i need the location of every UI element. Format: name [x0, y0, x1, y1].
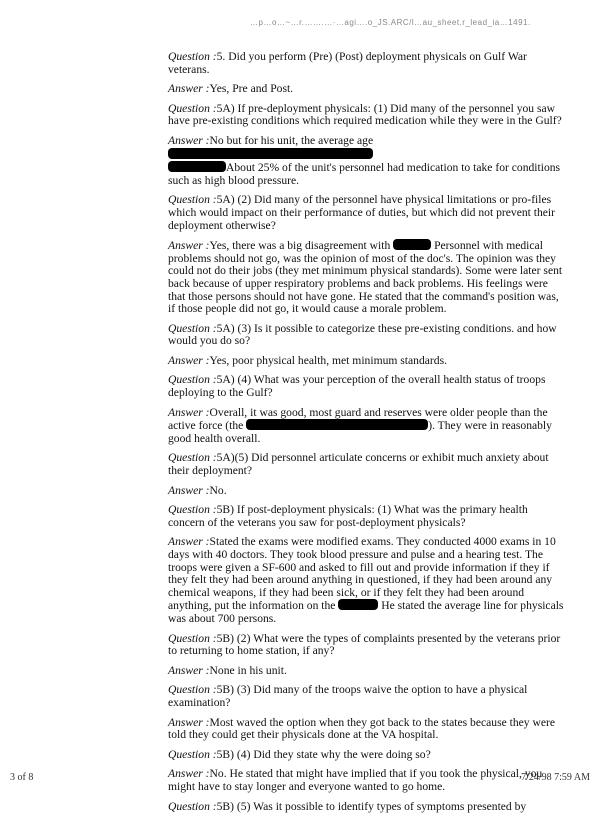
question-label: Question :	[168, 747, 217, 761]
answer-text: About 25% of the unit's personnel had medication to take for conditions such as high blood pressure.	[168, 161, 561, 187]
answer-label: Answer :	[168, 82, 210, 96]
question-text: 5. Did you perform (Pre) (Post) deployment physicals on Gulf War veterans.	[168, 50, 527, 76]
answer-5b3	[168, 717, 564, 742]
answer-text: Yes, there was a big disagreement with	[209, 239, 394, 253]
answer-5a1	[168, 135, 564, 187]
question-text: 5A) (3) Is it possible to categorize these pre-existing conditions. and how would you do so?	[168, 321, 557, 348]
answer-text: No. He stated that might have implied that if you took the physical, you might have to stay longer and everyone wanted to go home.	[168, 767, 543, 793]
answer-text: Most waved the option when they got back to the states because they were told they could get their physicals done at the VA hospital.	[168, 715, 556, 742]
answer-label: Answer :	[168, 715, 210, 729]
question-label: Question :	[168, 683, 217, 697]
question-text: 5A) (2) Did many of the personnel have physical limitations or pro-files which would impact on their performance of duties, but which did not prevent their deployment otherwise?	[168, 193, 555, 232]
answer-label: Answer :	[168, 663, 210, 677]
question-label: Question :	[168, 193, 217, 207]
answer-label: Answer :	[168, 405, 210, 419]
question-text: 5A) (4) What was your perception of the overall health status of troops deploying to the Gulf?	[168, 373, 546, 400]
answer-label: Answer :	[168, 133, 210, 147]
redaction-bar	[168, 148, 373, 159]
answer-5a2	[168, 239, 564, 316]
redaction-bar	[338, 599, 378, 610]
question-label: Question :	[168, 321, 217, 335]
answer-text: Yes, Pre and Post.	[209, 82, 294, 96]
question-5b5	[168, 801, 564, 814]
redaction-bar	[246, 419, 428, 430]
redaction-bar	[168, 161, 226, 172]
question-label: Question :	[168, 799, 217, 813]
answer-text: Overall, it was good, most guard and reserves were older people than the active force (the	[168, 405, 548, 433]
question-5a1	[168, 103, 564, 128]
question-5a3	[168, 323, 564, 348]
print-timestamp: 7/24/98 7:59 AM	[521, 772, 590, 783]
answer-5b1	[168, 536, 564, 625]
redaction-bar	[393, 239, 431, 250]
answer-text: Yes, poor physical health, met minimum standards.	[209, 353, 447, 367]
question-text: 5A) If pre-deployment physicals: (1) Did many of the personnel you saw have pre-existing conditions which required medication while they were in the Gulf?	[168, 101, 562, 128]
question-5a2	[168, 194, 564, 232]
question-5a4	[168, 374, 564, 399]
question-label: Question :	[168, 503, 217, 517]
question-label: Question :	[168, 101, 217, 115]
answer-label: Answer :	[168, 353, 210, 367]
question-5a5	[168, 452, 564, 477]
question-5b4	[168, 749, 564, 762]
answer-text: ). They were in reasonably good health overall.	[168, 419, 552, 445]
answer-label: Answer :	[168, 239, 210, 253]
answer-5	[168, 83, 564, 96]
page-number: 3 of 8	[10, 772, 34, 783]
answer-5a3	[168, 355, 564, 368]
answer-5b4	[168, 768, 564, 793]
answer-text: Personnel with medical problems should not go, was the opinion of most of the doc's. The opinion was they could not do their jobs (they met minimum physical standards). Some were later sent back because of upper respiratory problems and back problems. His feelings were that those persons should not have gone. He stated that the command's position was, if those people did not go, it would cause a morale problem.	[168, 239, 563, 316]
header-url: …p…o…~…r.…….…·…agi….o_JS.ARC/l…au_sheet.r_lead_ia…1491.	[250, 18, 531, 27]
question-label: Question :	[168, 451, 217, 465]
answer-text: No.	[209, 483, 227, 497]
question-label: Question :	[168, 373, 217, 387]
answer-text: No but for his unit, the average age	[209, 133, 374, 147]
answer-label: Answer :	[168, 483, 210, 497]
question-5b2	[168, 633, 564, 658]
answer-label: Answer :	[168, 767, 210, 781]
question-5b3	[168, 684, 564, 709]
question-text: 5B) If post-deployment physicals: (1) What was the primary health concern of the veterans you saw for post-deployment physicals?	[168, 503, 528, 529]
answer-label: Answer :	[168, 535, 210, 549]
question-label: Question :	[168, 50, 217, 63]
question-text: 5B) (2) What were the types of complaints presented by the veterans prior to returning to home station, if any?	[168, 631, 561, 658]
answer-5a5	[168, 485, 564, 498]
answer-text: He stated the average line for physicals was about 700 persons.	[168, 599, 564, 625]
question-text: 5B) (5) Was it possible to identify types of symptoms presented by	[216, 799, 527, 813]
qa-content	[168, 51, 564, 820]
question-text: 5B) (4) Did they state why the were doing so?	[216, 747, 431, 761]
question-5b1	[168, 504, 564, 529]
answer-5b2	[168, 665, 564, 678]
question-5	[168, 51, 564, 76]
question-text: 5B) (3) Did many of the troops waive the option to have a physical examination?	[168, 683, 528, 709]
answer-text: None in his unit.	[209, 663, 287, 677]
answer-5a4	[168, 407, 564, 446]
answer-text: Stated the exams were modified exams. They conducted 4000 exams in 10 days with 40 doctors. They took blood pressure and pulse and a hearing test. The troops were given a SF-600 and asked to fill out and provide information if they if they felt they had been around anything in questioned, if they had been around any chemical weapons, if they had been sick, or if they felt they had been around anything, put the information on the	[168, 535, 556, 613]
question-text: 5A)(5) Did personnel articulate concerns or exhibit much anxiety about their deployment?	[168, 451, 549, 478]
question-label: Question :	[168, 631, 217, 645]
